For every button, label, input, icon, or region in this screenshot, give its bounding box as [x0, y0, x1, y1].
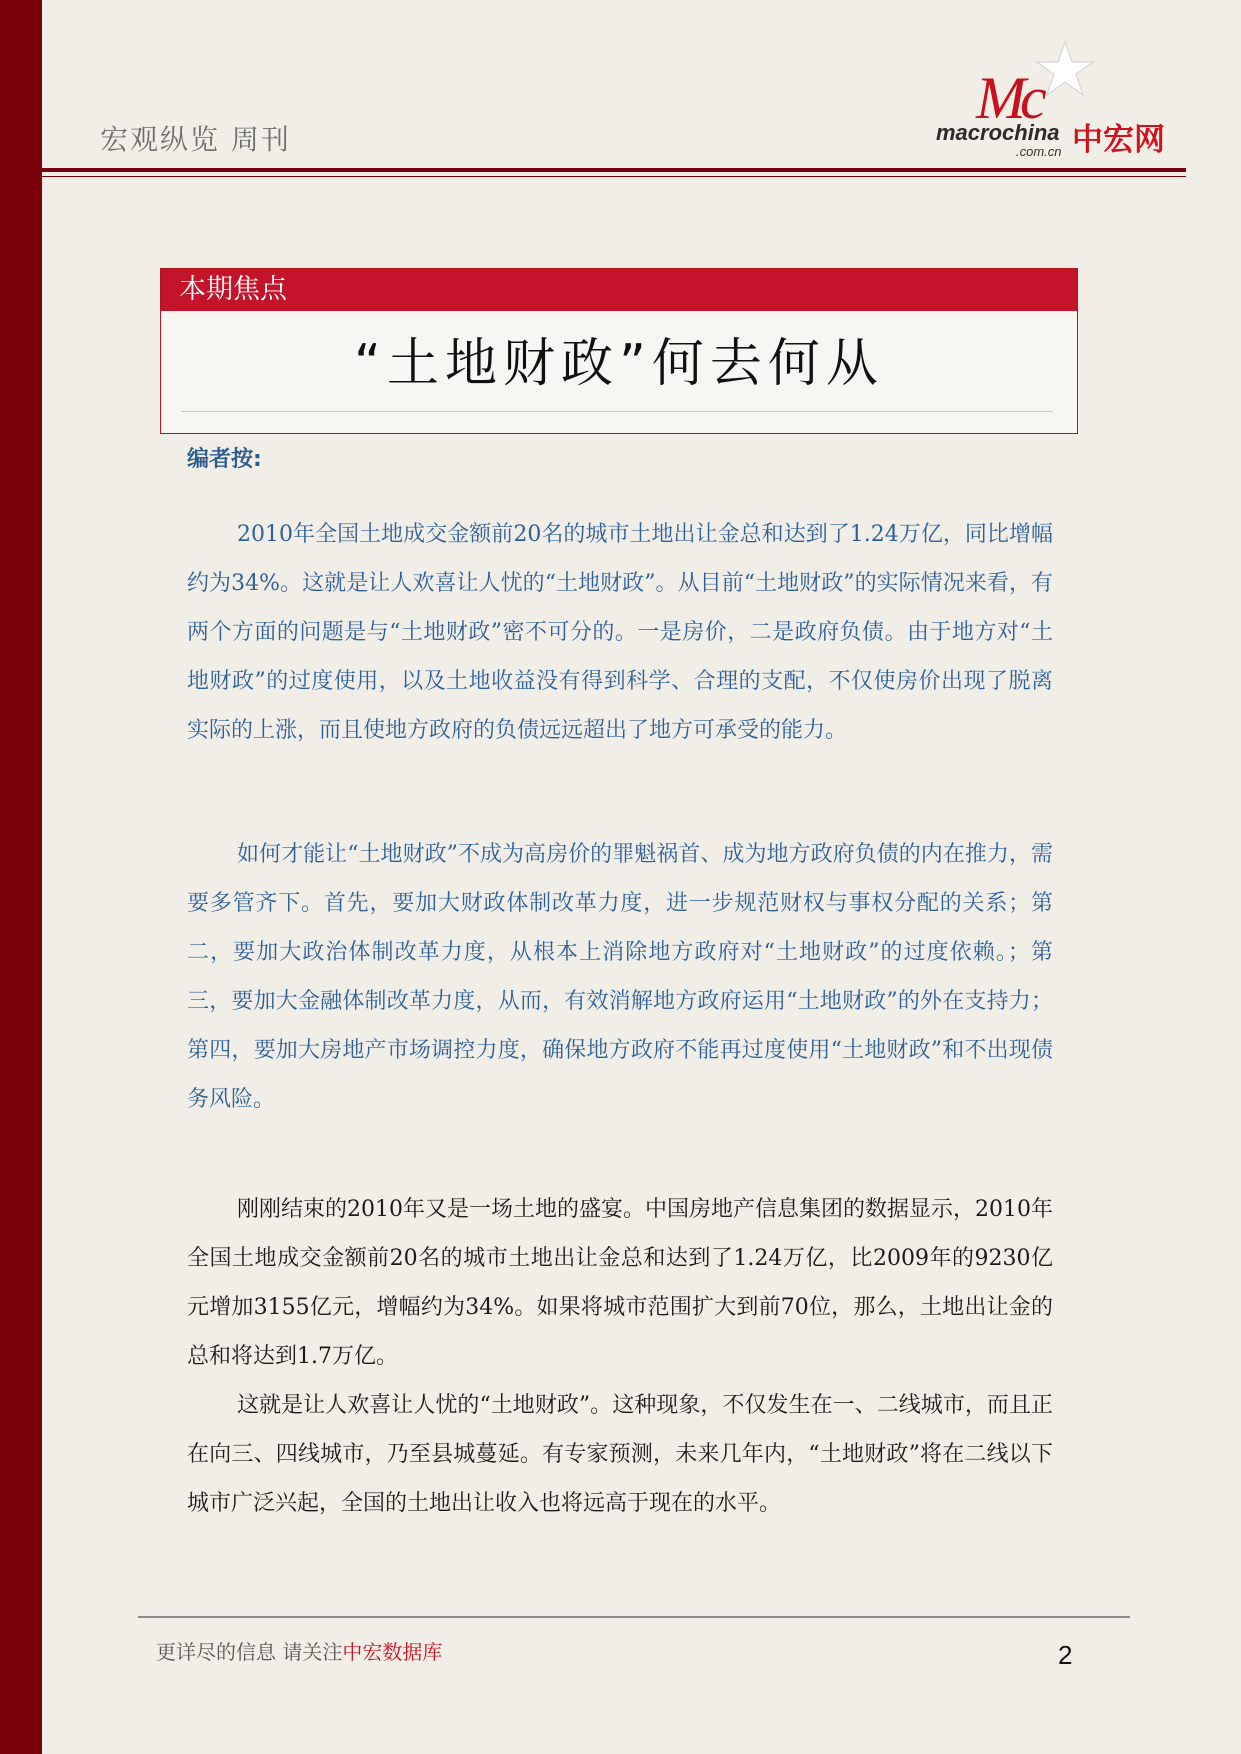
logo-mark: Mc	[976, 65, 1041, 131]
footer-text: 更详尽的信息 请关注	[156, 1640, 343, 1664]
focus-panel	[160, 268, 1078, 434]
header-divider-thin	[42, 176, 1186, 177]
macrochina-logo[interactable]	[930, 40, 1190, 160]
page-number: 2	[1058, 1640, 1073, 1670]
footer-database-link[interactable]: 中宏数据库	[342, 1640, 443, 1664]
focus-label: 本期焦点	[161, 269, 1077, 311]
editor-paragraph: 2010年全国土地成交金额前20名的城市土地出让金总和达到了1.24万亿，同比增幅约为34%。这就是让人欢喜让人忧的“土地财政”。从目前“土地财政”的实际情况来看，有两个方面的问题是与“土地财政”密不可分的。一是房价，二是政府负债。由于地方对“土地财政”的过度使用，以及土地收益没有得到科学、合理的支配，不仅使房价出现了脱离实际的上涨，而且使地方政府的负债远远超出了地方可承受的能力。	[187, 522, 1053, 743]
title-underline	[181, 411, 1053, 412]
body-paragraph: 这就是让人欢喜让人忧的“土地财政”。这种现象，不仅发生在一、二线城市，而且正在向三、四线城市，乃至县城蔓延。有专家预测，未来几年内，“土地财政”将在二线以下城市广泛兴起，全国的土地出让收入也将远高于现在的水平。	[187, 1393, 1053, 1516]
star-icon	[1035, 40, 1095, 100]
footer-note	[156, 1636, 442, 1665]
logo-brand-cn: 中宏网	[1072, 122, 1165, 158]
article-title: “土地财政”何去何从	[354, 334, 884, 394]
footer-divider	[138, 1616, 1130, 1618]
editor-paragraph: 如何才能让“土地财政”不成为高房价的罪魁祸首、成为地方政府负债的内在推力，需要多管齐下。首先，要加大财政体制改革力度，进一步规范财权与事权分配的关系；第二，要加大政治体制改革力度，从根本上消除地方政府对“土地财政”的过度依赖。；第三，要加大金融体制改革力度，从而，有效消解地方政府运用“土地财政”的外在支持力；第四，要加大房地产市场调控力度，确保地方政府不能再过度使用“土地财政”和不出现债务风险。	[187, 842, 1053, 1112]
editor-note-label: 编者按:	[187, 447, 262, 472]
header-divider	[42, 168, 1186, 172]
body-paragraph: 刚刚结束的2010年又是一场土地的盛宴。中国房地产信息集团的数据显示，2010年全国土地成交金额前20名的城市土地出让金总和达到了1.24万亿，比2009年的9230亿元增加3155亿元，增幅约为34%。如果将城市范围扩大到前70位，那么，土地出让金的总和将达到1.7万亿。	[187, 1197, 1053, 1369]
logo-brand-en: macrochina	[936, 120, 1060, 145]
publication-title: 宏观纵览 周刊	[100, 123, 291, 156]
logo-domain: .com.cn	[1016, 144, 1062, 159]
left-accent-bar	[0, 0, 42, 1754]
